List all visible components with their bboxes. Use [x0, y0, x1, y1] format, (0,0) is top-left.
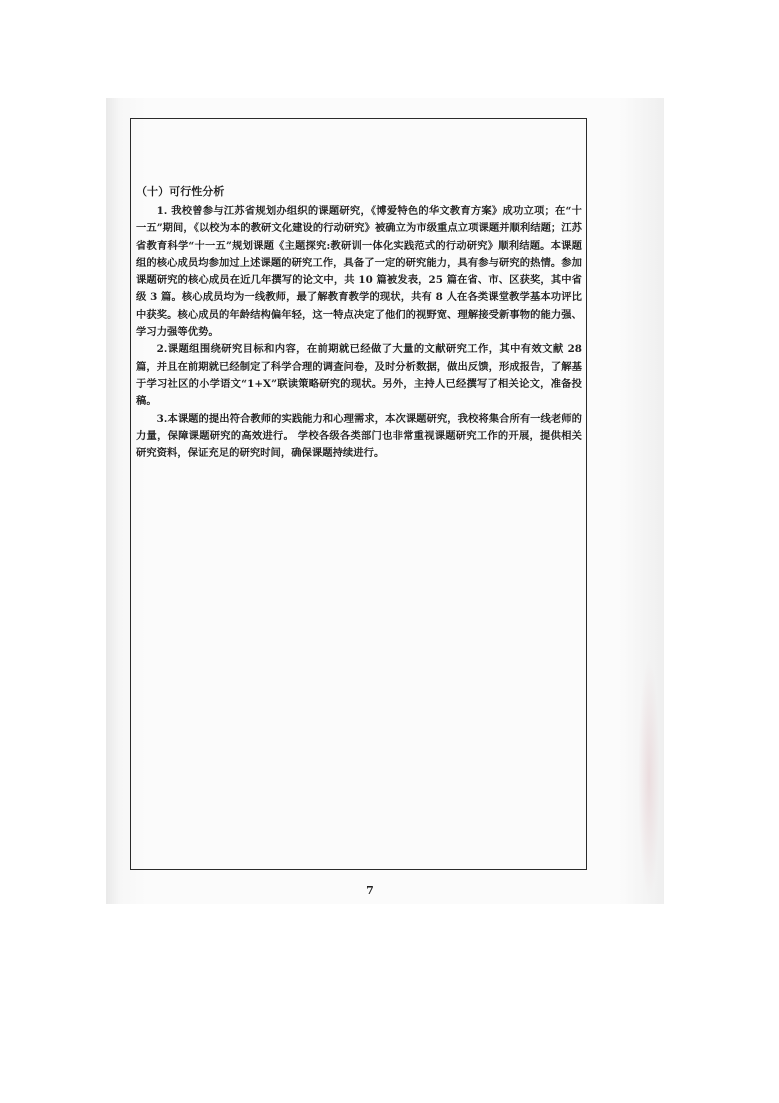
bleed-through-shadow	[150, 470, 570, 680]
paragraph-2: 2.课题组围绕研究目标和内容，在前期就已经做了大量的文献研究工作，其中有效文献 28 篇，并且在前期就已经制定了科学合理的调查问卷，及时分析数据，做出反馈，形成报告，了解基于学习社区的小学语文“1+X”联读策略研究的现状。另外，主持人已经撰写了相关论文，准备投稿。	[136, 343, 582, 408]
paragraph-1: 1. 我校曾参与江苏省规划办组织的课题研究，《博爱特色的华文教育方案》成功立项；在“十一五”期间，《以校为本的教研文化建设的行动研究》被确立为市级重点立项课题并顺利结题；江苏省教育科学“十一五”规划课题《主题探究:教研训一体化实践范式的行动研究》顺利结题。本课题组的核心成员均参加过上述课题的研究工作，具备了一定的研究能力，具有参与研究的热情。参加课题研究的核心成员在近几年撰写的论文中，共 10 篇被发表，25 篇在省、市、区获奖，其中省级 3 篇。核心成员均为一线教师，最了解教育教学的现状，共有 8 人在各类课堂教学基本功评比中获奖。核心成员的年龄结构偏年轻，这一特点决定了他们的视野宽、理解接受新事物的能力强、学习力强等优势。	[136, 205, 582, 339]
section-title: （十）可行性分析	[136, 185, 225, 198]
feasibility-section	[136, 184, 582, 462]
paragraph-3: 3.本课题的提出符合教师的实践能力和心理需求，本次课题研究，我校将集合所有一线老师的力量，保障课题研究的高效进行。 学校各级各类部门也非常重视课题研究工作的开展，提供相关研究资料，保证充足的研究时间，确保课题持续进行。	[136, 412, 582, 460]
page-number: 7	[366, 884, 374, 897]
